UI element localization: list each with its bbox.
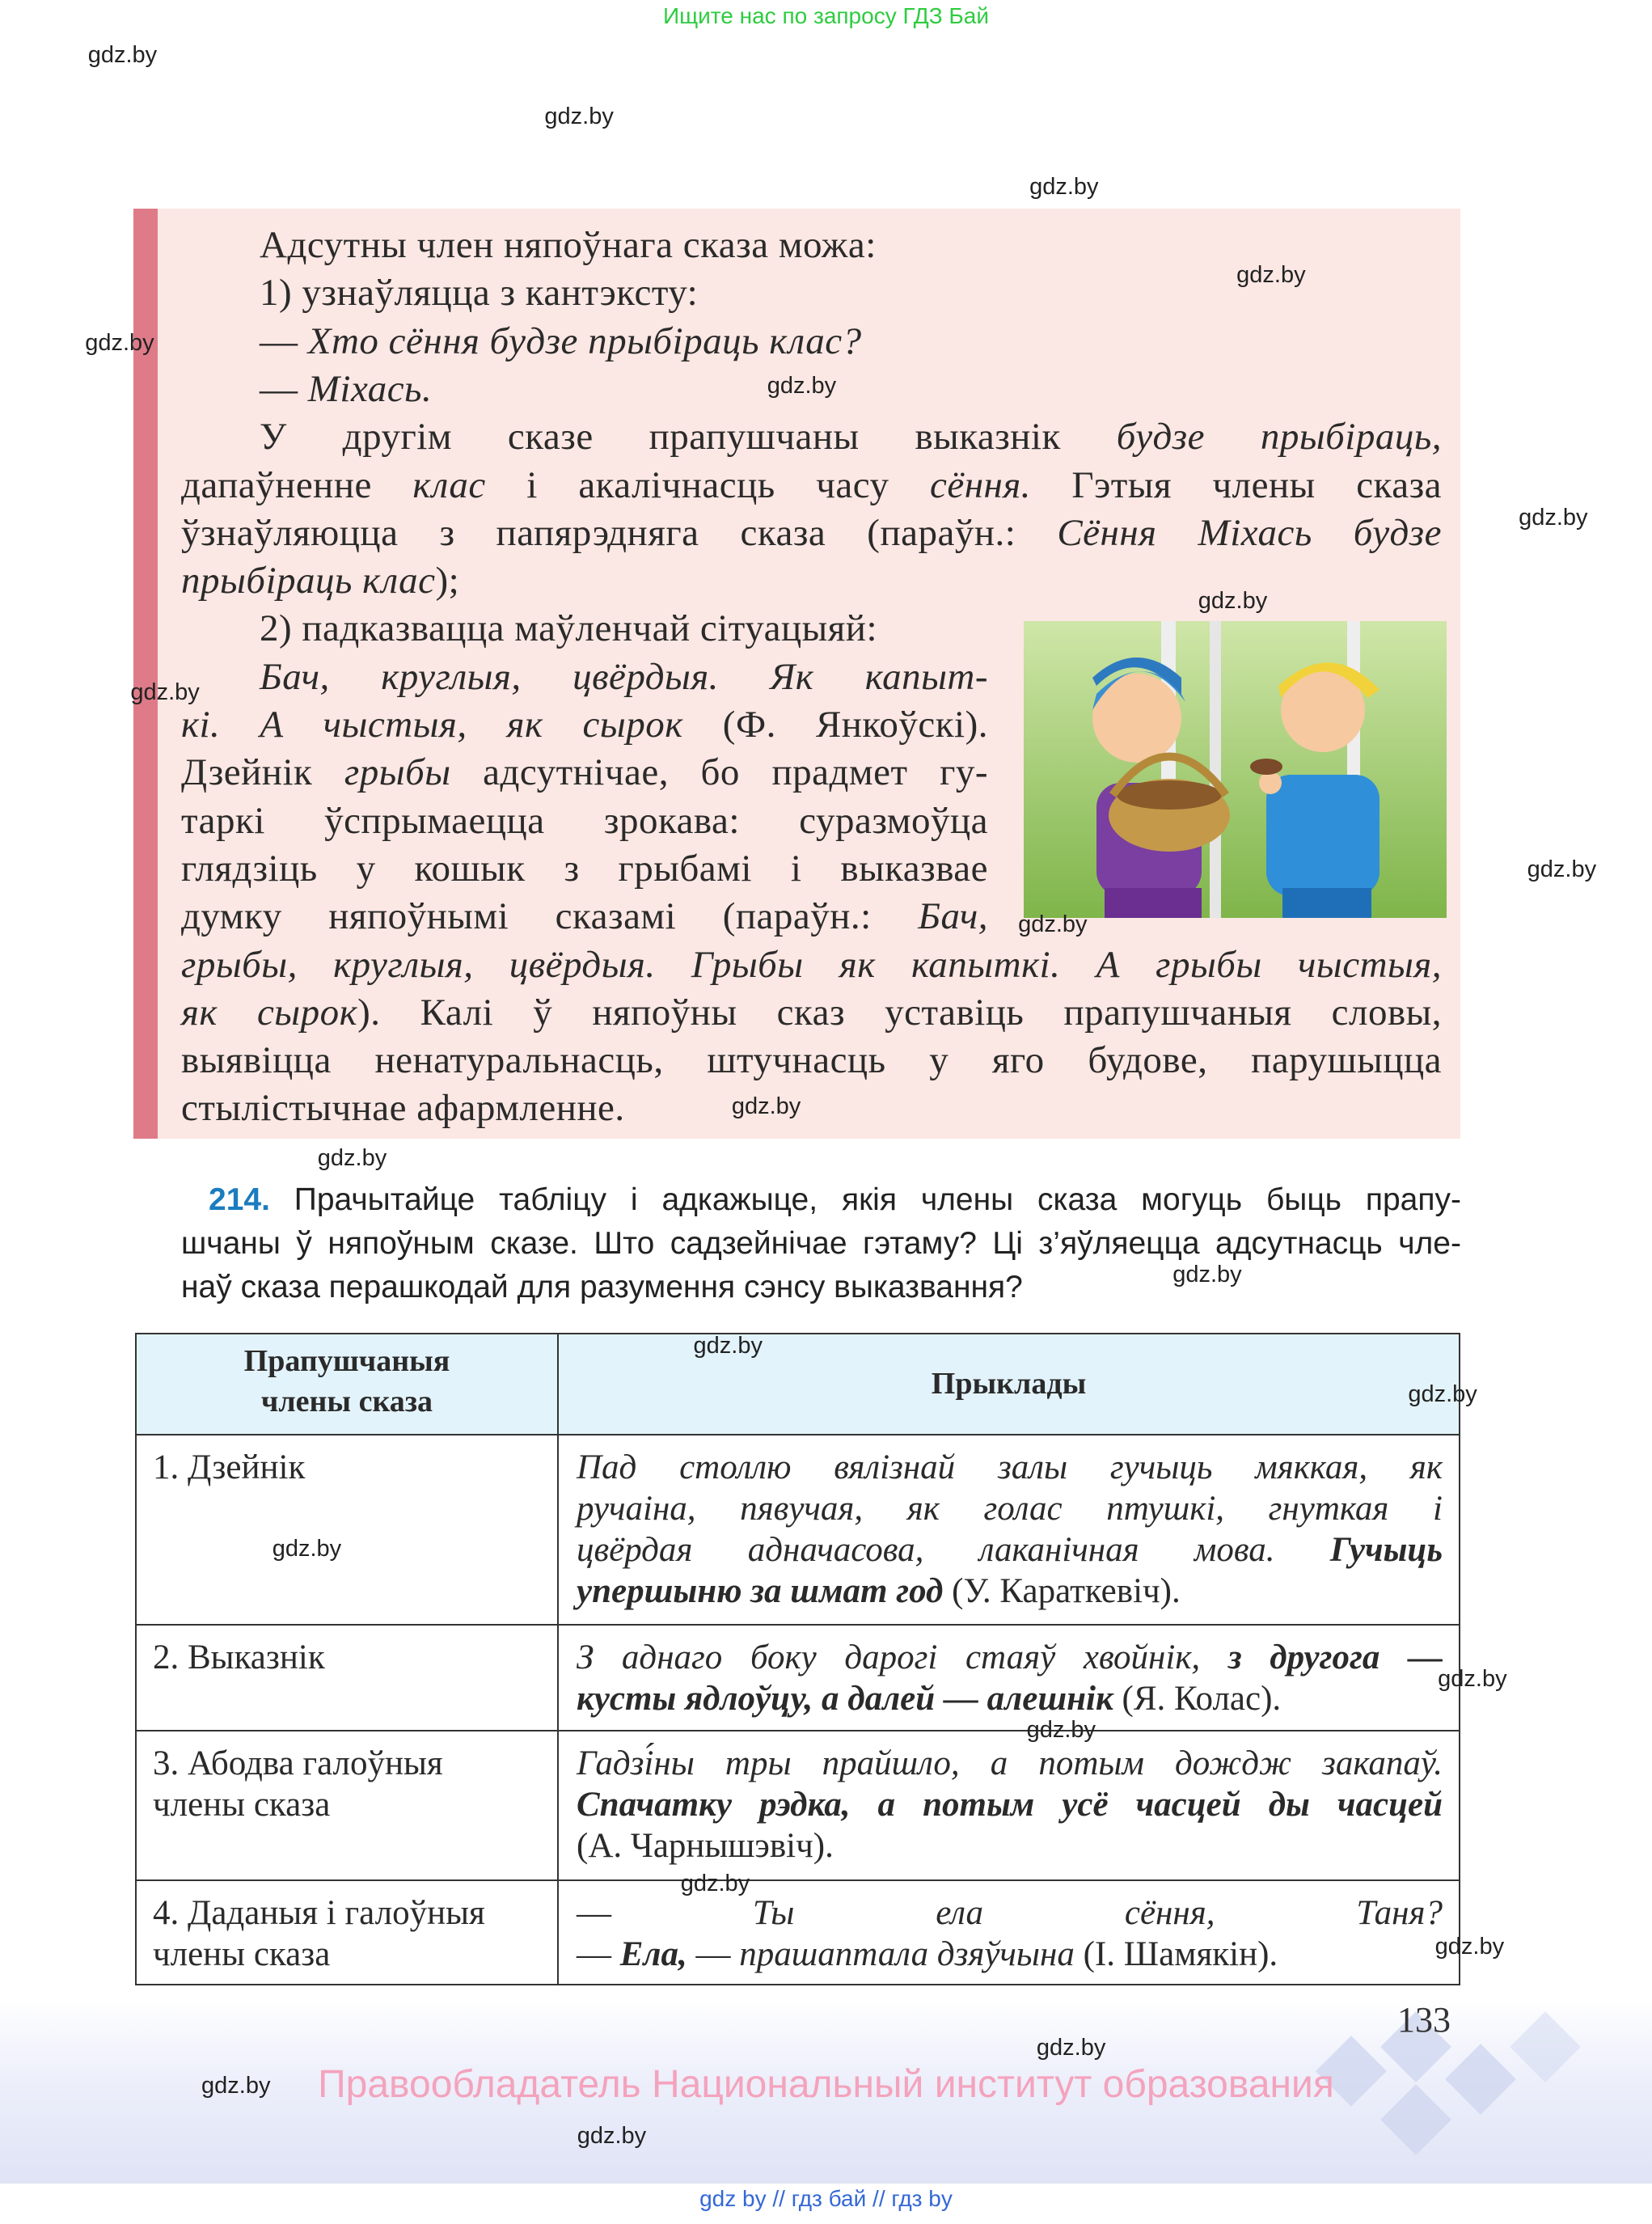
text-segment: Ела, bbox=[619, 1935, 687, 1973]
table-row-example bbox=[559, 1626, 1459, 1731]
row-example-line bbox=[577, 1488, 1443, 1529]
text-segment: як сырок bbox=[181, 991, 358, 1034]
row-example-line bbox=[577, 1825, 1443, 1867]
text-segment: ). Калі ў няпоўны сказ уставіць прапушчаныя словы, bbox=[357, 991, 1442, 1034]
exercise-number: 214. bbox=[209, 1182, 270, 1217]
row-example-line bbox=[577, 1529, 1443, 1571]
text-segment: Пад столлю вялізнай залы гучыць мяккая, як bbox=[577, 1448, 1443, 1486]
copyright-notice: Правообладатель Национальный институт образования bbox=[318, 2063, 1334, 2106]
rule-line bbox=[181, 989, 1442, 1037]
header-col2: Прыклады bbox=[931, 1367, 1087, 1401]
link-separator: // bbox=[872, 2186, 885, 2211]
text-segment: Сёння Міхась будзе bbox=[1057, 511, 1442, 554]
text-segment: стылістычнае афармленне. bbox=[181, 1087, 625, 1130]
rule-line bbox=[260, 605, 988, 653]
table-row-label bbox=[137, 1626, 559, 1731]
row-example-line bbox=[577, 1637, 1443, 1678]
exercise-line bbox=[181, 1266, 1461, 1309]
text-segment: — bbox=[687, 1935, 740, 1973]
gdz-watermark: gdz.by bbox=[1172, 1262, 1242, 1288]
text-segment: сёння. bbox=[929, 463, 1031, 506]
rule-line bbox=[181, 797, 988, 845]
gdz-watermark: gdz.by bbox=[544, 103, 614, 129]
row-example-line bbox=[577, 1743, 1443, 1784]
gdz-watermark: gdz.by bbox=[1198, 588, 1268, 615]
exercise-text: наў сказа перашкодай для разумення сэнсу выказвання? bbox=[181, 1270, 1023, 1304]
gdz-watermark: gdz.by bbox=[317, 1145, 387, 1172]
table-row-label bbox=[137, 1881, 559, 1985]
text-segment: Міхась. bbox=[307, 367, 433, 410]
boys-with-mushrooms-illustration bbox=[1024, 621, 1447, 918]
text-segment: ); bbox=[435, 560, 460, 603]
gdz-watermark: gdz.by bbox=[201, 2073, 271, 2099]
search-hint-link[interactable]: Ищите нас по запросу ГДЗ Бай bbox=[662, 3, 990, 28]
rule-line bbox=[181, 749, 988, 797]
text-segment: Гэтыя члены сказа bbox=[1030, 463, 1442, 506]
gdz-watermark: gdz.by bbox=[1036, 2034, 1106, 2061]
rule-line bbox=[181, 701, 988, 749]
text-segment: з другога — bbox=[1227, 1638, 1443, 1676]
gdz-watermark: gdz.by bbox=[272, 1535, 342, 1562]
header-col1-line: члены сказа bbox=[260, 1385, 433, 1419]
row-label-line: 3. Абодва галоўныя bbox=[153, 1744, 443, 1782]
text-segment: кі. А чыстыя, як сырок bbox=[181, 704, 683, 746]
text-segment: Бач, круглыя, цвёрдыя. Як капыт- bbox=[260, 655, 988, 698]
text-segment: (Я. Колас). bbox=[1113, 1680, 1282, 1718]
row-label-line: 2. Выказнік bbox=[153, 1638, 325, 1676]
gdz-watermark: gdz.by bbox=[1026, 1717, 1096, 1744]
row-example-line bbox=[577, 1447, 1443, 1488]
text-segment: 1) узнаўляцца з кантэксту: bbox=[260, 272, 699, 315]
header-col1-line: Прапушчаныя bbox=[243, 1344, 450, 1378]
table-row-label bbox=[137, 1435, 559, 1626]
text-segment: і акалічнасць часу bbox=[485, 463, 930, 506]
row-label-line: члены сказа bbox=[153, 1786, 331, 1824]
row-label-line: 4. Даданыя і галоўныя bbox=[153, 1894, 485, 1932]
rule-line bbox=[181, 462, 1442, 509]
text-segment: выявіцца ненатуральнасць, штучнасць у яго будове, парушыцца bbox=[181, 1039, 1442, 1082]
row-example-line bbox=[577, 1892, 1443, 1934]
text-segment: Спачатку рэдка, а потым усё часцей ды часцей bbox=[577, 1786, 1443, 1824]
gdz-watermark: gdz.by bbox=[1029, 174, 1099, 201]
text-segment: (А. Чарнышэвіч). bbox=[577, 1827, 834, 1865]
gdz-watermark: gdz.by bbox=[130, 679, 200, 705]
rule-line bbox=[181, 1037, 1442, 1085]
text-segment: 2) падказвацца маўленчай сітуацыяй: bbox=[260, 607, 878, 650]
text-segment: — bbox=[260, 367, 308, 410]
text-segment: — bbox=[577, 1935, 620, 1973]
exercise-text: шчаны ў няпоўным сказе. Што садзейнічае гэтаму? Ці з’яўляецца адсутнасць чле- bbox=[181, 1226, 1461, 1261]
text-segment: прыбіраць клас bbox=[181, 560, 436, 603]
text-segment: упершыню за шмат год bbox=[577, 1572, 944, 1610]
text-segment: (Ф. Янкоўскі). bbox=[682, 704, 989, 746]
text-segment: (І. Шамякін). bbox=[1074, 1935, 1278, 1973]
rule-line bbox=[181, 893, 988, 941]
gdz-watermark: gdz.by bbox=[85, 330, 154, 357]
text-segment: думку няпоўнымі сказамі (параўн.: bbox=[181, 895, 919, 938]
rule-line bbox=[181, 1085, 1442, 1132]
rule-line bbox=[260, 318, 1442, 366]
text-segment: цвёрдая адначасова, лаканічная мова. bbox=[577, 1531, 1330, 1569]
row-label-line: члены сказа bbox=[153, 1935, 331, 1973]
bottom-links bbox=[0, 2186, 1652, 2212]
text-segment: клас bbox=[412, 463, 486, 506]
text-segment: грыбы, круглыя, цвёрдыя. Грыбы як капыткі. А грыбы чыстыя, bbox=[181, 943, 1442, 986]
text-segment: Хто сёння будзе прыбіраць клас? bbox=[307, 319, 862, 362]
text-segment: ўзнаўляюцца з папярэдняга сказа (параўн.: bbox=[181, 511, 1058, 554]
text-segment: — bbox=[577, 1894, 753, 1932]
text-segment: Гадзі́ны тры прайшло, а потым дождж закапаў. bbox=[577, 1744, 1443, 1782]
text-segment: ручаіна, пявучая, як голас птушкі, гнуткая і bbox=[577, 1490, 1443, 1528]
row-example-line bbox=[577, 1934, 1443, 1975]
rule-line bbox=[260, 366, 1442, 413]
text-segment: прашаптала дзяўчына bbox=[739, 1935, 1075, 1973]
table-row-example bbox=[559, 1731, 1459, 1881]
text-segment: дапаўненне bbox=[181, 463, 413, 506]
row-example-line bbox=[577, 1571, 1443, 1612]
text-segment: Ты ела сёння, Таня? bbox=[752, 1894, 1443, 1932]
rule-line bbox=[181, 509, 1442, 557]
rule-line bbox=[181, 941, 1442, 989]
gdz-watermark: gdz.by bbox=[87, 42, 158, 69]
table-header-cell bbox=[137, 1334, 559, 1435]
gdz-watermark: gdz.by bbox=[577, 2122, 647, 2149]
text-segment: (У. Караткевіч). bbox=[943, 1572, 1181, 1610]
rule-line bbox=[260, 653, 988, 701]
text-segment: грыбы bbox=[344, 751, 451, 794]
row-example-line bbox=[577, 1678, 1443, 1719]
text-segment: адсутнічае, бо прадмет гу- bbox=[450, 751, 988, 794]
rule-line bbox=[260, 413, 1442, 461]
gdz-watermark: gdz.by bbox=[680, 1870, 750, 1896]
text-segment: — bbox=[260, 319, 308, 362]
text-segment: Дзейнік bbox=[181, 751, 344, 794]
text-segment: кусты ядлоўцу, а далей — алешнік bbox=[577, 1680, 1113, 1718]
rule-line bbox=[181, 845, 988, 893]
gdz-watermark: gdz.by bbox=[1018, 911, 1088, 938]
text-segment: Гучыць bbox=[1329, 1531, 1443, 1569]
bottom-link[interactable]: гдз бай bbox=[791, 2186, 867, 2211]
gdz-watermark: gdz.by bbox=[1438, 1666, 1507, 1693]
gdz-watermark: gdz.by bbox=[767, 372, 837, 399]
bottom-link[interactable]: gdz by bbox=[699, 2186, 767, 2211]
gdz-watermark: gdz.by bbox=[1434, 1934, 1505, 1960]
text-segment: Адсутны член няпоўнага сказа можа: bbox=[260, 224, 877, 266]
table-row-example bbox=[559, 1435, 1459, 1626]
gdz-watermark: gdz.by bbox=[1527, 856, 1597, 882]
page-number: 133 bbox=[1397, 2000, 1451, 2040]
text-segment: глядзіць у кошык з грыбамі і выказвае bbox=[181, 847, 988, 890]
bottom-link[interactable]: гдз by bbox=[891, 2186, 953, 2211]
omitted-members-table bbox=[135, 1333, 1460, 1985]
text-segment: У другім сказе прапушчаны выказнік bbox=[260, 416, 1117, 459]
exercise-text: Прачытайце табліцу і адкажыце, якія члены сказа могуць быць прапу- bbox=[294, 1182, 1461, 1217]
text-segment: будзе прыбіраць, bbox=[1116, 416, 1442, 459]
gdz-watermark: gdz.by bbox=[731, 1093, 801, 1119]
exercise-line bbox=[181, 1222, 1461, 1266]
gdz-watermark: gdz.by bbox=[1519, 504, 1588, 531]
row-label-line: 1. Дзейнік bbox=[153, 1448, 306, 1486]
exercise-line bbox=[209, 1178, 1461, 1222]
text-segment: Бач, bbox=[918, 895, 988, 938]
link-separator: // bbox=[772, 2186, 785, 2211]
gdz-watermark: gdz.by bbox=[693, 1332, 763, 1359]
text-segment: З аднаго боку дарогі стаяў хвойнік, bbox=[577, 1638, 1228, 1676]
row-example-line bbox=[577, 1784, 1443, 1825]
gdz-watermark: gdz.by bbox=[1236, 261, 1306, 288]
gdz-watermark: gdz.by bbox=[1408, 1380, 1477, 1407]
text-segment: таркі ўспрымаецца зрокава: суразмоўца bbox=[181, 799, 988, 842]
table-row-label bbox=[137, 1731, 559, 1881]
